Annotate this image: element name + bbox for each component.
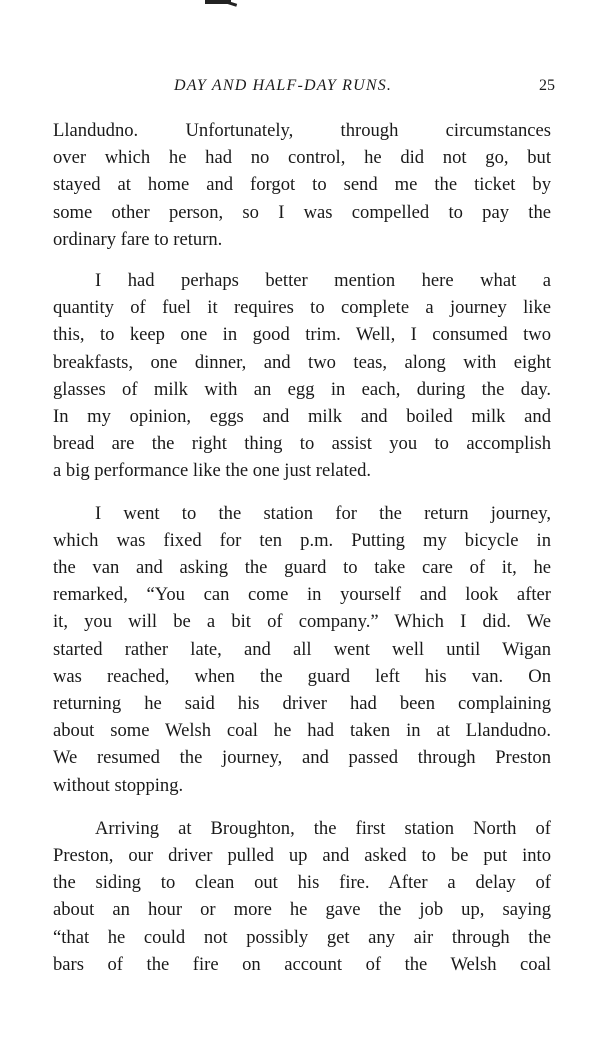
paragraph-1 — [53, 117, 551, 253]
paragraph-2 — [53, 267, 551, 485]
text-line: Arriving at Broughton, the first station North of — [95, 817, 551, 839]
text-line: ordinary fare to return. — [53, 228, 223, 250]
text-line: Preston, our driver pulled up and asked to be put into — [53, 845, 551, 867]
text-line: returning he said his driver had been complaining — [53, 693, 551, 715]
text-line: it, you will be a bit of company.” Which I did. We — [53, 611, 551, 633]
text-line: “that he could not possibly get any air through the — [53, 926, 551, 948]
text-line: glasses of milk with an egg in each, during the day. — [53, 378, 551, 400]
text-line: I had perhaps better mention here what a — [95, 270, 551, 292]
text-line: bars of the fire on account of the Welsh coal — [53, 953, 551, 975]
text-line: the van and asking the guard to take care of it, he — [53, 557, 551, 579]
text-line: over which he had no control, he did not go, but — [53, 147, 551, 169]
text-line: some other person, so I was compelled to pay the — [53, 201, 551, 223]
text-line: remarked, “You can come in yourself and look after — [53, 584, 551, 606]
text-line: the siding to clean out his fire. After a delay of — [53, 872, 551, 894]
text-line: about an hour or more he gave the job up, saying — [53, 899, 551, 921]
text-line: without stopping. — [53, 774, 184, 796]
text-line: which was fixed for ten p.m. Putting my bicycle in — [53, 529, 551, 551]
text-line: I went to the station for the return journey, — [95, 502, 551, 524]
running-head — [0, 77, 612, 101]
text-line: Llandudno. Unfortunately, through circumstances — [53, 120, 551, 141]
text-line: started rather late, and all went well until Wigan — [53, 638, 551, 660]
paragraph-3 — [53, 500, 551, 799]
running-title: DAY AND HALF-DAY RUNS. — [174, 77, 393, 94]
paragraph-4 — [53, 815, 551, 978]
text-line: breakfasts, one dinner, and two teas, along with eight — [53, 351, 551, 373]
text-line: was reached, when the guard left his van. On — [53, 665, 551, 687]
body-text — [53, 117, 551, 978]
text-line: We resumed the journey, and passed through Preston — [53, 747, 551, 769]
text-line: stayed at home and forgot to send me the ticket by — [53, 174, 551, 196]
text-line: about some Welsh coal he had taken in at Llandudno. — [53, 720, 551, 742]
text-line: quantity of fuel it requires to complete a journey like — [53, 297, 551, 319]
printer-mark — [205, 0, 231, 4]
text-line: this, to keep one in good trim. Well, I consumed two — [53, 324, 551, 346]
page-number: 25 — [539, 77, 555, 94]
text-line: a big performance like the one just related. — [53, 460, 372, 482]
text-line: In my opinion, eggs and milk and boiled milk and — [53, 406, 551, 428]
text-line: bread are the right thing to assist you to accomplish — [53, 433, 551, 455]
